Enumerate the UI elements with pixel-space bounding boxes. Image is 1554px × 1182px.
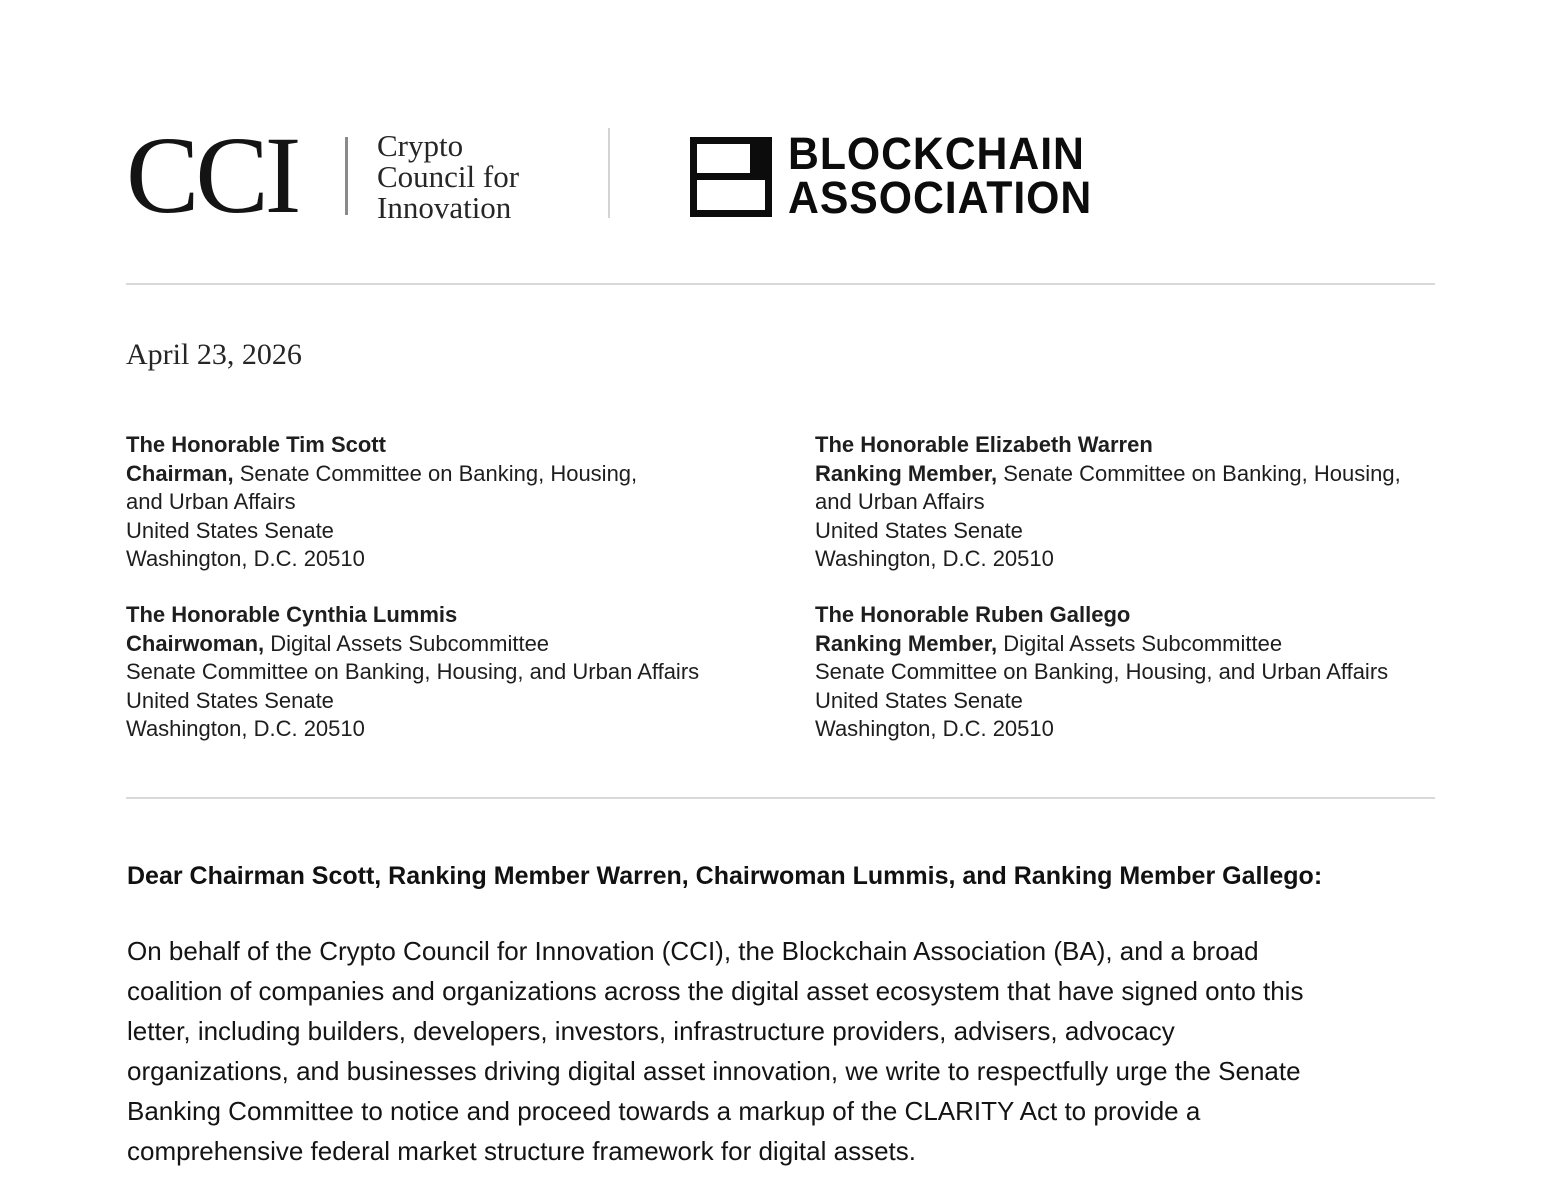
addressee-role-line	[126, 460, 637, 489]
blockchain-association-logo-icon	[690, 137, 772, 217]
addressee-role: Ranking Member,	[815, 460, 998, 486]
addressee-name: The Honorable Cynthia Lummis	[126, 602, 458, 627]
addressee-block	[815, 601, 1388, 744]
paragraph-line: letter, including builders, developers, investors, infrastructure providers, advisers, advocacy	[127, 1016, 1175, 1046]
addressee-body: United States Senate	[126, 687, 334, 713]
addressee-city: Washington, D.C. 20510	[126, 716, 365, 741]
addressee-body: United States Senate	[126, 517, 334, 543]
addressee-role-line	[815, 630, 1388, 659]
addressee-committee-line: Senate Committee on Banking, Housing, and Urban Affairs	[126, 659, 700, 684]
blockchain-association-wordmark	[788, 128, 1093, 223]
addressee-committee-line: and Urban Affairs	[126, 489, 296, 514]
addressee-role-line	[815, 460, 1401, 489]
paragraph-line: comprehensive federal market structure framework for digital assets.	[127, 1136, 916, 1166]
addressee-name: The Honorable Tim Scott	[126, 432, 386, 457]
addressee-block	[815, 431, 1401, 574]
addressee-committee: Senate Committee on Banking, Housing,	[997, 460, 1401, 486]
addressee-city: Washington, D.C. 20510	[126, 546, 365, 571]
salutation: Dear Chairman Scott, Ranking Member Warren, Chairwoman Lummis, and Ranking Member Gallego:	[127, 862, 1323, 890]
addressee-divider	[126, 797, 1435, 799]
paragraph-line: coalition of companies and organizations across the digital asset ecosystem that have signed onto this	[127, 976, 1304, 1006]
addressee-name: The Honorable Ruben Gallego	[815, 602, 1131, 627]
addressee-block	[126, 601, 699, 744]
logo-separator	[608, 128, 610, 218]
cci-word-line: Crypto	[377, 128, 464, 163]
paragraph-line: On behalf of the Crypto Council for Innovation (CCI), the Blockchain Association (BA), and a broad	[127, 936, 1259, 966]
addressee-city: Washington, D.C. 20510	[815, 546, 1054, 571]
cci-logo-wordmark	[377, 130, 519, 223]
addressee-role: Chairwoman,	[126, 630, 265, 656]
letter-date: April 23, 2026	[126, 338, 302, 371]
addressee-body: United States Senate	[815, 517, 1023, 543]
addressee-role-line	[126, 630, 699, 659]
addressee-committee-line: Senate Committee on Banking, Housing, and Urban Affairs	[815, 659, 1389, 684]
addressee-committee: Digital Assets Subcommittee	[997, 630, 1283, 656]
ba-word-line: ASSOCIATION	[788, 172, 1093, 223]
addressee-committee: Senate Committee on Banking, Housing,	[233, 460, 638, 486]
ba-word-line: BLOCKCHAIN	[788, 128, 1085, 179]
addressee-committee-line: and Urban Affairs	[815, 489, 985, 514]
addressee-block	[126, 431, 637, 574]
header-divider	[126, 283, 1435, 285]
cci-word-line: Innovation	[377, 190, 512, 225]
logo-header	[126, 114, 1126, 236]
addressee-role: Ranking Member,	[815, 630, 998, 656]
paragraph-line: organizations, and businesses driving digital asset innovation, we write to respectfully urge the Senate	[127, 1056, 1301, 1086]
addressee-body: United States Senate	[815, 687, 1023, 713]
cci-logo-divider	[345, 137, 348, 215]
paragraph-line: Banking Committee to notice and proceed towards a markup of the CLARITY Act to provide a	[127, 1096, 1201, 1126]
addressee-name: The Honorable Elizabeth Warren	[815, 432, 1153, 457]
cci-word-line: Council for	[377, 159, 520, 194]
cci-logo-mark: CCI	[126, 114, 298, 236]
addressee-role: Chairman,	[126, 460, 234, 486]
addressee-committee: Digital Assets Subcommittee	[264, 630, 550, 656]
body-paragraph	[127, 931, 1437, 1171]
addressee-city: Washington, D.C. 20510	[815, 716, 1054, 741]
